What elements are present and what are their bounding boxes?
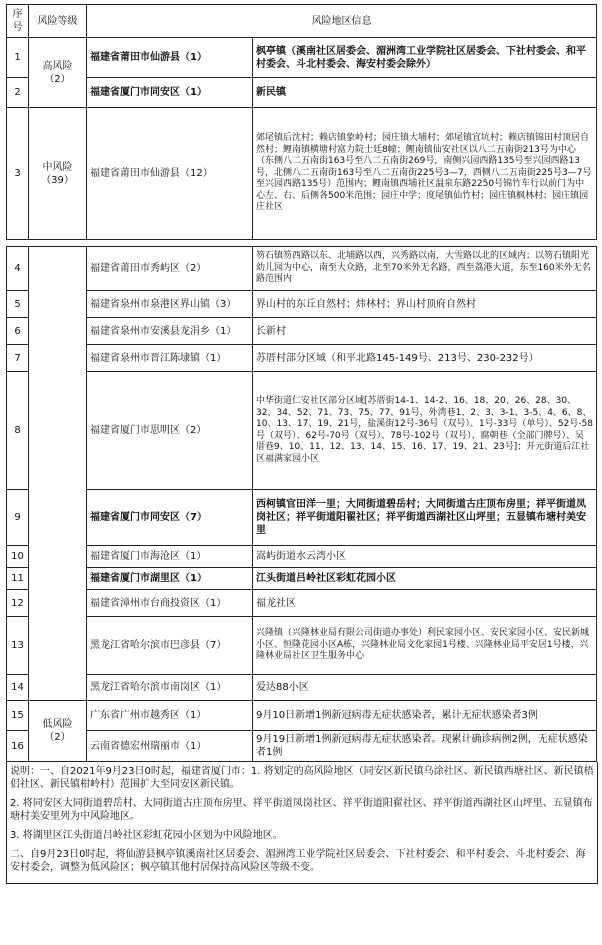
row-no: 7 [7, 345, 29, 372]
table-row [7, 590, 597, 617]
note-paragraph: 二、自9月23日0时起，将仙游县枫亭镇溪南社区居委会、湄洲湾工业学院社区居委会、下社村委会、和平村委会、斗北村委会、海安村委会，调整为低风险区；枫亭镇其他村居保持高风险区等级不变。 [10, 849, 586, 873]
row-no: 4 [7, 247, 29, 291]
row-detail: 界山村的东丘自然村；炜林村；界山村顶府自然村 [253, 291, 597, 318]
table-header-row [7, 5, 597, 38]
note-paragraph: 2. 将同安区大同街道碧岳村、大同街道古庄顶布房里、祥平街道凤岗社区、祥平街道阳翟社区、祥平街道西湖社区山坪里、五显镇布塘村美安里列为中风险地区。 [10, 798, 593, 822]
row-region: 福建省莆田市秀屿区（2） [87, 247, 253, 291]
header-level: 风险等级 [29, 5, 87, 38]
header-no: 序号 [7, 5, 29, 38]
table-row [7, 675, 597, 701]
row-region: 福建省厦门市同安区（1） [87, 78, 253, 108]
row-detail: 枫亭镇（溪南社区居委会、湄洲湾工业学院社区居委会、下社村委会、和平村委会、斗北村委会、海安村委会除外） [253, 38, 597, 78]
risk-level-low: 低风险 （2） [29, 701, 87, 762]
table-row [7, 490, 597, 546]
row-no: 3 [7, 108, 29, 240]
table-row [7, 617, 597, 675]
table-row [7, 108, 597, 240]
row-no: 11 [7, 568, 29, 590]
row-region: 黑龙江省哈尔滨市南岗区（1） [87, 675, 253, 701]
row-no: 15 [7, 701, 29, 731]
row-detail: 西柯镇官田洋一里；大同街道碧岳村；大同街道古庄顶布房里；祥平街道凤岗社区；祥平街道阳翟社区；祥平街道西湖社区山坪里；五显镇布塘村美安里 [253, 490, 597, 546]
row-detail: 兴隆镇（兴隆林业局有限公司街道办事处）利民家园小区、安民家园小区、安民新城小区、恒隆花园小区A栋，兴隆林业局文化家园1号楼、兴隆林业局平安居1号楼，兴隆林业局社区卫生服务中心 [253, 617, 597, 675]
row-region: 福建省厦门市海沧区（1） [87, 546, 253, 568]
row-no: 10 [7, 546, 29, 568]
row-no: 12 [7, 590, 29, 617]
row-detail: 笏石镇笏西路以东、北埔路以西，兴秀路以南，大雪路以北的区域内；以笏石镇阳光幼儿园为中心，南至大众路，北至70米外无名路，西至荔港大道，东至160米外无名路范围内 [253, 247, 597, 291]
row-detail: 福龙社区 [253, 590, 597, 617]
table-row [7, 318, 597, 345]
risk-area-sheet [6, 4, 596, 884]
row-region: 福建省厦门市同安区（7） [87, 490, 253, 546]
risk-level-high: 高风险 （2） [29, 38, 87, 108]
row-no: 14 [7, 675, 29, 701]
table-row [7, 372, 597, 490]
risk-level-medium-cont [29, 247, 87, 701]
row-region: 福建省泉州市泉港区界山镇（3） [87, 291, 253, 318]
row-no: 1 [7, 38, 29, 78]
row-region: 福建省泉州市晋江陈埭镇（1） [87, 345, 253, 372]
header-area: 风险地区信息 [87, 5, 597, 38]
row-region: 福建省莆田市仙游县（12） [87, 108, 253, 240]
row-no: 8 [7, 372, 29, 490]
row-no: 2 [7, 78, 29, 108]
table-row [7, 345, 597, 372]
row-detail: 9月10日新增1例新冠病毒无症状感染者，累计无症状感染者3例 [253, 701, 597, 731]
table-row [7, 701, 597, 731]
risk-table-top [6, 4, 597, 240]
row-region: 福建省漳州市台商投资区（1） [87, 590, 253, 617]
row-detail: 江头街道吕岭社区彩虹花园小区 [253, 568, 597, 590]
row-detail: 中华街道仁安社区部分区域[苏厝街14-1、14-2、16、18、20、26、28、30、32、34、52、71、73、75、77、91号，外湾巷1、2、3、3-1、3-5、4、6、8、10、13、17、19、21号，盐溪街12号-36号（双号）、1号-33号（单号）、52号-58号（双号）、62号-70号（双号）、78号-102号（双号）、腐朝巷（全部门牌号）、吴厝巷9、10、11、12、13、14、15、16、17、19、21、23号]；开元街道后江社区福满家园小区 [253, 372, 597, 490]
table-row [7, 731, 597, 762]
row-no: 16 [7, 731, 29, 762]
table-row [7, 247, 597, 291]
row-region: 黑龙江省哈尔滨市巴彦县（7） [87, 617, 253, 675]
row-region: 福建省莆田市仙游县（1） [87, 38, 253, 78]
note-paragraph: 3. 将湖里区江头街道吕岭社区彩虹花园小区划为中风险地区。 [10, 830, 283, 841]
row-detail: 长新村 [253, 318, 597, 345]
table-row [7, 568, 597, 590]
row-detail: 爱达88小区 [253, 675, 597, 701]
row-region: 福建省厦门市湖里区（1） [87, 568, 253, 590]
row-detail: 郊尾镇后沈村；赖店镇象岭村；园庄镇大埔村；郊尾镇宜坑村；赖店镇锦田村顶居自然村；鲤南镇横塘村富力院士廷8幢；鲤南镇仙安社区以八二五南街213号为中心（东侧八二五南街163号至八二五南街269号，南侧兴园西路135号至兴园西路13号，北侧八二五南街163号至八二五南街225号3—7，西侧八二五南街225号3—7号至兴园西路135号）范围内；鲤南镇西埔社区温泉东路2250号锦竹车行以前门为中心左、右、后侧各500米范围；园庄中学；度尾镇仙竹村；园庄镇枫林村；园庄镇园庄社区 [253, 108, 597, 240]
notes-section [6, 762, 598, 884]
table-row [7, 78, 597, 108]
row-region: 云南省德宏州瑞丽市（1） [87, 731, 253, 762]
row-region: 福建省泉州市安溪县龙涓乡（1） [87, 318, 253, 345]
row-no: 13 [7, 617, 29, 675]
table-row [7, 38, 597, 78]
risk-level-medium: 中风险 （39） [29, 108, 87, 240]
row-detail: 9月19日新增1例新冠病毒无症状感染者。现累计确诊病例2例，无症状感染者1例 [253, 731, 597, 762]
note-paragraph: 说明：一、自2021年9月23日0时起，福建省厦门市：1. 将划定的高风险地区（同安区新民镇乌涂社区、新民镇西塘社区、新民镇梧侣社区、新民镇柑岭村）范围扩大至同安区新民镇。 [10, 766, 594, 790]
table-row [7, 546, 597, 568]
row-region: 福建省厦门市思明区（2） [87, 372, 253, 490]
row-detail: 苏厝村部分区域（和平北路145-149号、213号、230-232号） [253, 345, 597, 372]
row-region: 广东省广州市越秀区（1） [87, 701, 253, 731]
row-detail: 嵩屿街道水云湾小区 [253, 546, 597, 568]
row-no: 5 [7, 291, 29, 318]
table-row [7, 291, 597, 318]
row-no: 6 [7, 318, 29, 345]
risk-table-bottom [6, 246, 597, 762]
row-no: 9 [7, 490, 29, 546]
row-detail: 新民镇 [253, 78, 597, 108]
